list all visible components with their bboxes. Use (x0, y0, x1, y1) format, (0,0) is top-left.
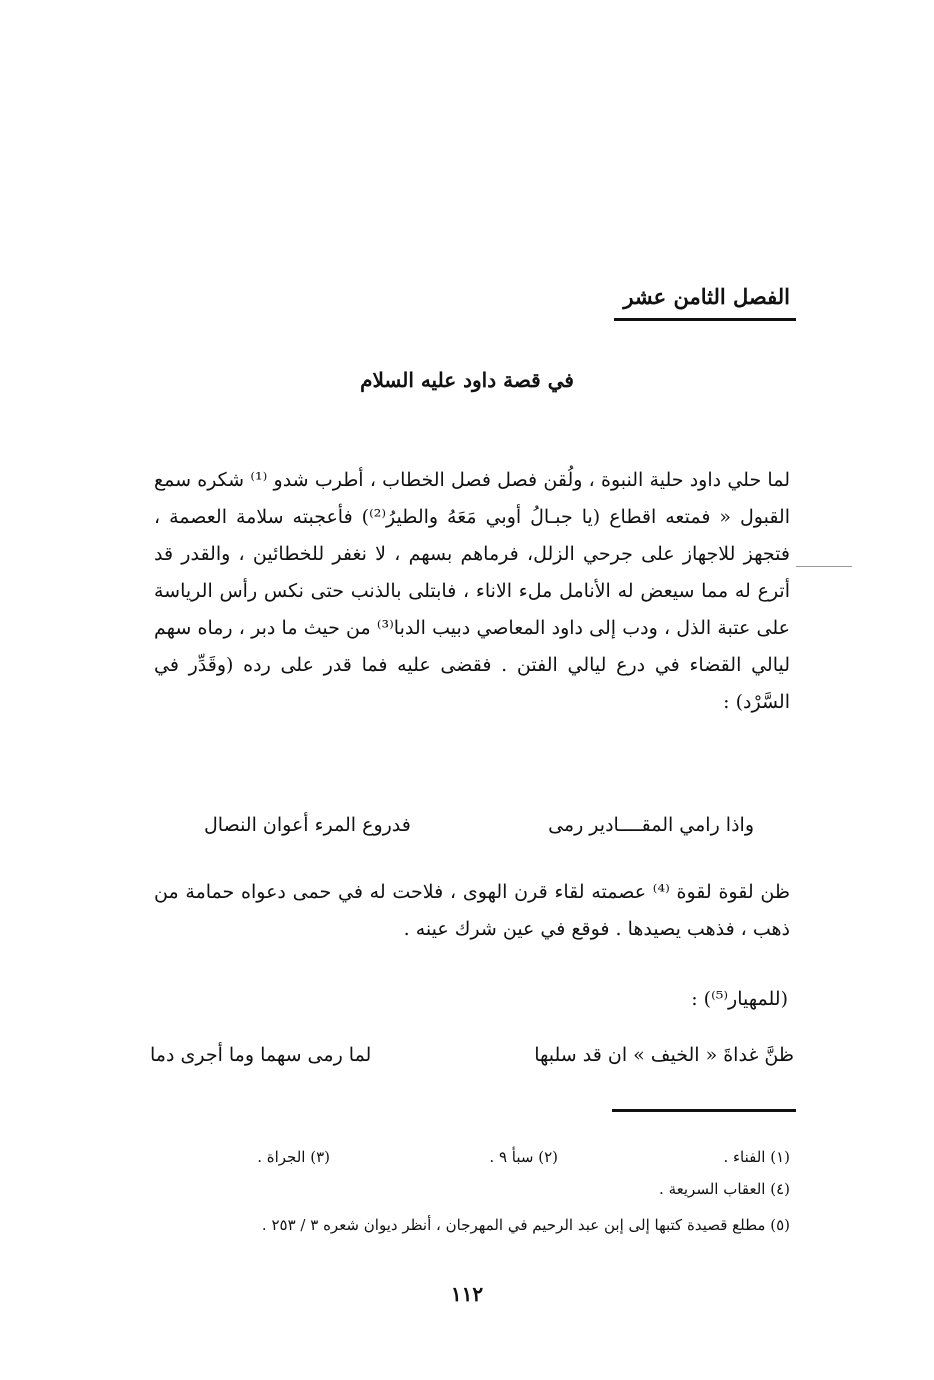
verse-1-hemistich-2: فدروع المرء أعوان النصال (204, 814, 411, 836)
footnote-2: (٢) سبأ ٩ . (489, 1148, 558, 1166)
verse-2-hemistich-1: ظنَّ غداةَ « الخيف » ان قد سلبها (534, 1044, 794, 1066)
footnote-separator (612, 1109, 796, 1112)
verse-2-intro: (للمهيار⁽⁵⁾) : (691, 988, 788, 1010)
page-number: ١١٢ (450, 1282, 484, 1306)
footnote-3: (٣) الجراة . (257, 1148, 330, 1166)
chapter-title: الفصل الثامن عشر (623, 284, 790, 309)
paragraph-2: ظن لقوة لقوة ⁽⁴⁾ عصمته لقاء قرن الهوى ، فلاحت له في حمى دعواه حمامة من ذهب ، فذهب يصيدها . فوقع في عين شرك عينه . (154, 881, 790, 940)
paragraph-1: لما حلي داود حلية النبوة ، ولُقن فصل فصل الخطاب ، أطرب شدو ⁽¹⁾ شكره سمع القبول « فمتعه اقطاع (يا جبـالُ أوبي مَعَهُ والطيرُ⁽²⁾) فأعجبته سلامة العصمة ، فتجهز للاجهاز على جرحي الزلل، فرماهم بسهم ، لا نغفر للخطائين ، والقدر قد أترع له مما سيعض له الأنامل ملء الاناء ، فابتلى بالذنب حتى نكس رأس الرياسة على عتبة الذل ، ودب إلى داود المعاصي دبيب الدبا⁽³⁾ من حيث ما دبر ، رماه سهم ليالي القضاء في درع ليالي الفتن . فقضى عليه فما قدر على رده (وقَدِّر في السَّرْد) : (154, 469, 791, 713)
margin-mark (796, 566, 852, 567)
section-heading: في قصة داود عليه السلام (360, 368, 574, 392)
footnote-4: (٤) العقاب السريعة . (659, 1180, 790, 1198)
verse-1-hemistich-1: واذا رامي المقــــادير رمى (548, 814, 754, 836)
footnote-5: (٥) مطلع قصيدة كتبها إلى إبن عبد الرحيم في المهرجان ، أنظر ديوان شعره ٣ / ٢٥٣ . (261, 1216, 790, 1234)
chapter-title-underline (614, 318, 796, 321)
footnote-1: (١) الفناء . (723, 1148, 790, 1166)
verse-2-hemistich-2: لما رمى سهما وما أجرى دما (150, 1044, 372, 1066)
